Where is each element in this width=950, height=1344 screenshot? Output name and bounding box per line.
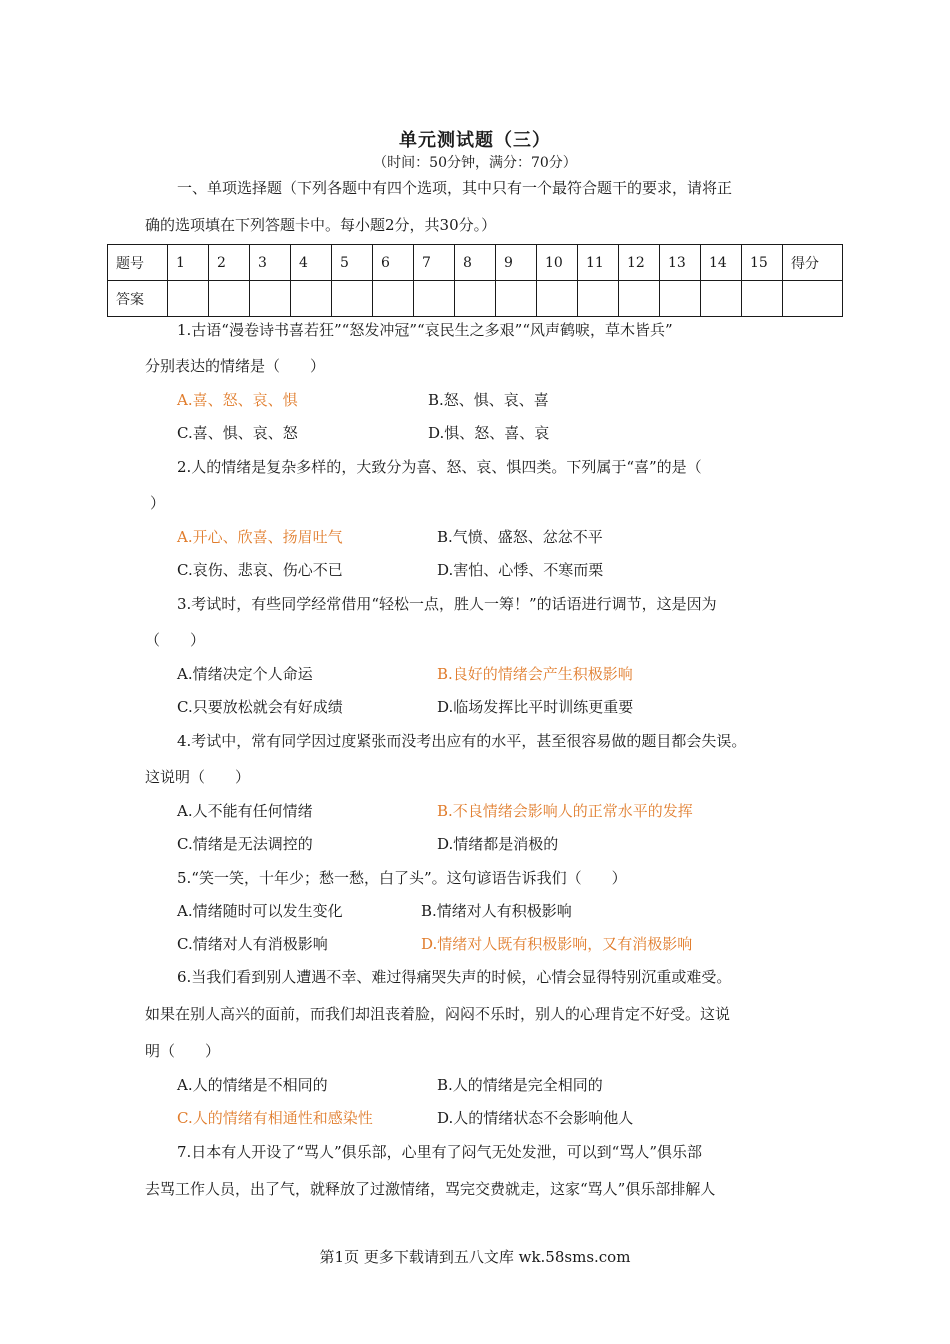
- question-5-stem: 5.“笑一笑，十年少；愁一愁，白了头”。这句谚语告诉我们（ ）: [177, 869, 627, 887]
- answer-cell: [455, 281, 496, 317]
- question-5-option-b: B.情绪对人有积极影响: [421, 902, 572, 920]
- question-1-option-c: C.喜、惧、哀、怒: [177, 424, 298, 442]
- question-3-stem: 3.考试时，有些同学经常借用“轻松一点，胜人一筹！”的话语进行调节，这是因为: [177, 595, 717, 613]
- answer-card-number: 2: [209, 245, 250, 281]
- question-3-stem-cont: （ ）: [145, 631, 206, 649]
- answer-cell: [332, 281, 373, 317]
- answer-cell: [537, 281, 578, 317]
- section-instruction-line2: 确的选项填在下列答题卡中。每小题2分，共30分。）: [145, 216, 497, 234]
- answer-cell: [168, 281, 209, 317]
- answer-card-answer-label: 答案: [108, 281, 168, 317]
- question-6-stem-cont: 如果在别人高兴的面前，而我们却沮丧着脸，闷闷不乐时，别人的心理肯定不好受。这说: [145, 1005, 731, 1023]
- answer-cell: [496, 281, 537, 317]
- question-1-option-a: A.喜、怒、哀、惧: [177, 391, 298, 409]
- score-cell: [783, 281, 843, 317]
- question-6-stem: 6.当我们看到别人遭遇不幸、难过得痛哭失声的时候，心情会显得特别沉重或难受。: [177, 968, 732, 986]
- answer-card-number: 9: [496, 245, 537, 281]
- answer-card-number: 4: [291, 245, 332, 281]
- question-6-option-c: C.人的情绪有相通性和感染性: [177, 1109, 373, 1127]
- answer-card-number: 5: [332, 245, 373, 281]
- question-6-option-d: D.人的情绪状态不会影响他人: [437, 1109, 634, 1127]
- question-3-option-b: B.良好的情绪会产生积极影响: [437, 665, 633, 683]
- question-7-stem: 7.日本有人开设了“骂人”俱乐部，心里有了闷气无处发泄，可以到“骂人”俱乐部: [177, 1143, 702, 1161]
- question-5-option-c: C.情绪对人有消极影响: [177, 935, 328, 953]
- question-4-option-b: B.不良情绪会影响人的正常水平的发挥: [437, 802, 693, 820]
- answer-card-score-label: 得分: [783, 245, 843, 281]
- answer-cell: [414, 281, 455, 317]
- answer-cell: [209, 281, 250, 317]
- question-4-option-c: C.情绪是无法调控的: [177, 835, 313, 853]
- answer-card-number: 10: [537, 245, 578, 281]
- answer-cell: [742, 281, 783, 317]
- question-3-option-a: A.情绪决定个人命运: [177, 665, 313, 683]
- answer-cell: [578, 281, 619, 317]
- page-footer: 第1页 更多下载请到五八文库 wk.58sms.com: [319, 1248, 631, 1266]
- question-4-stem-cont: 这说明（ ）: [145, 768, 251, 786]
- answer-cell: [373, 281, 414, 317]
- answer-card-number: 3: [250, 245, 291, 281]
- answer-card-table: [107, 244, 843, 317]
- question-2-stem-cont: ）: [150, 494, 166, 512]
- answer-cell: [619, 281, 660, 317]
- question-2-option-d: D.害怕、心悸、不寒而栗: [437, 561, 604, 579]
- answer-card-answer-row: [108, 281, 843, 317]
- question-4-stem: 4.考试中，常有同学因过度紧张而没考出应有的水平，甚至很容易做的题目都会失误。: [177, 732, 747, 750]
- question-7-stem-cont: 去骂工作人员，出了气，就释放了过激情绪，骂完交费就走，这家“骂人”俱乐部排解人: [145, 1180, 716, 1198]
- question-3-option-c: C.只要放松就会有好成绩: [177, 698, 343, 716]
- question-2-stem: 2.人的情绪是复杂多样的，大致分为喜、怒、哀、惧四类。下列属于“喜”的是（: [177, 458, 702, 476]
- question-6-option-a: A.人的情绪是不相同的: [177, 1076, 328, 1094]
- answer-card-number: 1: [168, 245, 209, 281]
- answer-cell: [291, 281, 332, 317]
- question-3-option-d: D.临场发挥比平时训练更重要: [437, 698, 634, 716]
- question-1-stem-cont: 分别表达的情绪是（ ）: [145, 357, 326, 375]
- answer-card-number: 13: [660, 245, 701, 281]
- question-2-option-a: A.开心、欣喜、扬眉吐气: [177, 528, 343, 546]
- answer-cell: [660, 281, 701, 317]
- answer-card-number: 14: [701, 245, 742, 281]
- answer-cell: [701, 281, 742, 317]
- question-5-option-d: D.情绪对人既有积极影响，又有消极影响: [421, 935, 693, 953]
- question-2-option-c: C.哀伤、悲哀、伤心不已: [177, 561, 343, 579]
- question-2-option-b: B.气愤、盛怒、忿忿不平: [437, 528, 603, 546]
- answer-card-number: 15: [742, 245, 783, 281]
- answer-card-number: 11: [578, 245, 619, 281]
- question-1-option-b: B.怒、惧、哀、喜: [428, 391, 549, 409]
- answer-card-label: 题号: [108, 245, 168, 281]
- answer-card-number: 6: [373, 245, 414, 281]
- page-subtitle: （时间：50分钟，满分：70分）: [373, 155, 577, 171]
- answer-cell: [250, 281, 291, 317]
- question-6-stem-cont2: 明（ ）: [145, 1042, 221, 1060]
- question-4-option-d: D.情绪都是消极的: [437, 835, 559, 853]
- answer-card-number: 8: [455, 245, 496, 281]
- page-title: 单元测试题（三）: [399, 130, 551, 151]
- question-5-option-a: A.情绪随时可以发生变化: [177, 902, 343, 920]
- question-1-option-d: D.惧、怒、喜、哀: [428, 424, 550, 442]
- section-instruction-line1: 一、单项选择题（下列各题中有四个选项，其中只有一个最符合题干的要求，请将正: [177, 179, 733, 197]
- question-4-option-a: A.人不能有任何情绪: [177, 802, 313, 820]
- answer-card-header-row: [108, 245, 843, 281]
- answer-card-number: 7: [414, 245, 455, 281]
- question-6-option-b: B.人的情绪是完全相同的: [437, 1076, 603, 1094]
- question-1-stem: 1.古语“漫卷诗书喜若狂”“怒发冲冠”“哀民生之多艰”“风声鹤唳，草木皆兵”: [177, 321, 673, 339]
- answer-card-number: 12: [619, 245, 660, 281]
